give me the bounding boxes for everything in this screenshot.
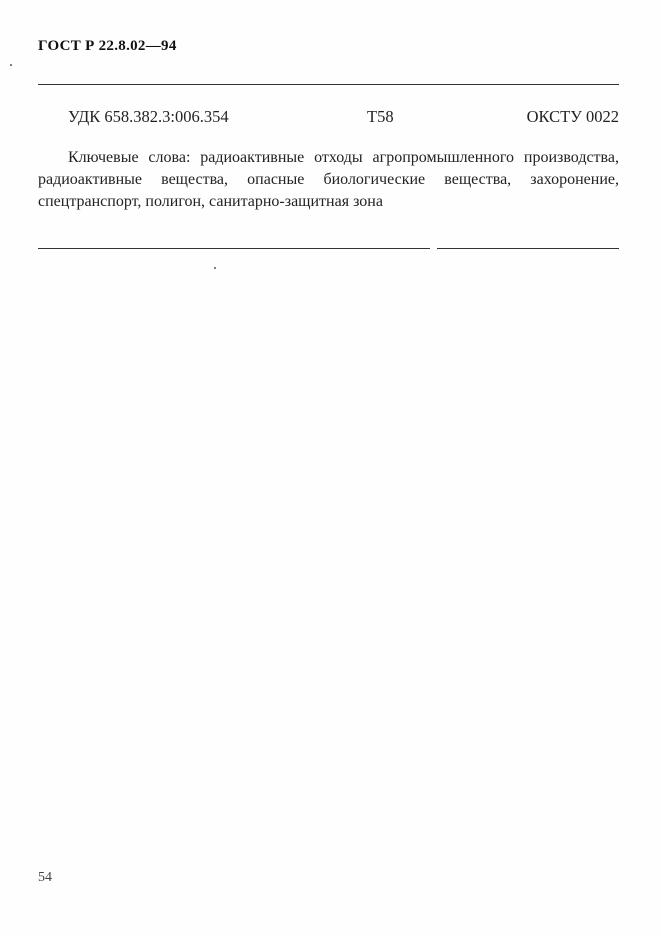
udk-code: УДК 658.382.3:006.354 — [68, 107, 229, 126]
group-code: Т58 — [367, 107, 394, 126]
top-divider — [38, 84, 619, 85]
standard-header: ГОСТ Р 22.8.02—94 — [38, 38, 177, 54]
scan-speck — [10, 64, 12, 66]
okstu-code: ОКСТУ 0022 — [526, 107, 619, 126]
keywords-paragraph — [38, 147, 619, 213]
bottom-divider-left — [38, 248, 430, 249]
scan-speck — [214, 267, 216, 269]
bottom-divider-right — [437, 248, 619, 249]
page-number: 54 — [38, 870, 52, 885]
keywords-text: Ключевые слова: радиоактивные отходы агропромышленного производства, радиоактивные вещества, опасные биологические вещества, захоронение, спецтранспорт, полигон, санитарно-защитная зона — [38, 149, 619, 210]
